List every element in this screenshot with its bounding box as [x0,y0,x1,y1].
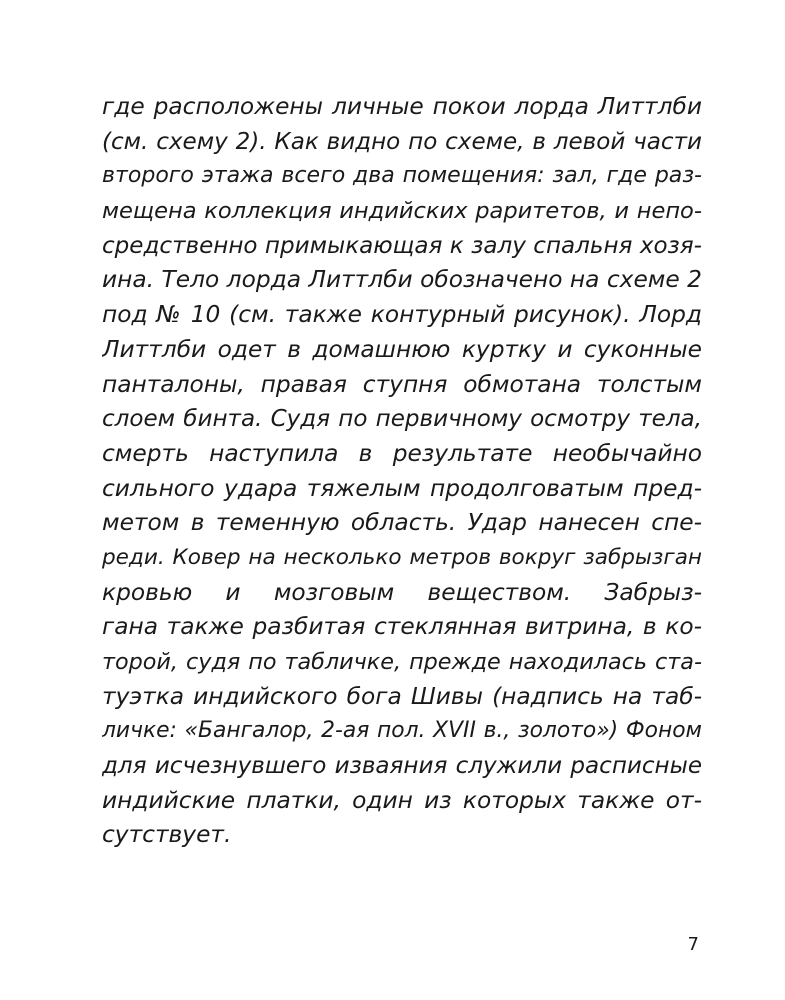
text-line: для исчезнувшего изваяния служили расписные [102,753,702,780]
text-line: слоем бинта. Судя по первичному осмотру тела, [102,406,702,433]
text-line: реди. Ковер на несколько метров вокруг забрызган [102,544,702,570]
body-text [102,90,702,853]
text-line: панталоны, правая ступня обмотана толстым [102,370,702,398]
text-line: туэтка индийского бога Шивы (надпись на таб- [102,682,702,710]
text-line: индийские платки, один из которых также от- [102,786,702,814]
text-line: ина. Тело лорда Литтлби обозначено на схеме 2 [102,266,702,294]
text-line: (см. схему 2). Как видно по схеме, в левой части [102,128,702,155]
text-line: мещена коллекция индийских раритетов, и непо- [102,198,702,225]
text-line: торой, судя по табличке, прежде находилась ста- [102,649,702,675]
text-line: под № 10 (см. также контурный рисунок). Лорд [102,301,702,329]
text-line: Литтлби одет в домашнюю куртку и суконные [102,335,702,363]
text-line: средственно примыкающая к залу спальня хозя- [102,232,702,259]
text-line: кровью и мозговым веществом. Забрыз- [102,578,702,606]
text-line: метом в теменную область. Удар нанесен спе- [102,509,702,537]
text-line: личке: «Бангалор, 2-ая пол. XVII в., золото») Фоном [102,718,702,744]
text-line: сутствует. [102,821,232,849]
page-number: 7 [687,934,699,955]
text-line: гана также разбитая стеклянная витрина, в ко- [102,613,702,641]
text-line: смерть наступила в результате необычайно [102,439,702,467]
text-line: сильного удара тяжелым продолговатым пред- [102,474,702,502]
text-line: где расположены личные покои лорда Литтлби [102,93,702,120]
text-line: второго этажа всего два помещения: зал, где раз- [102,163,702,189]
